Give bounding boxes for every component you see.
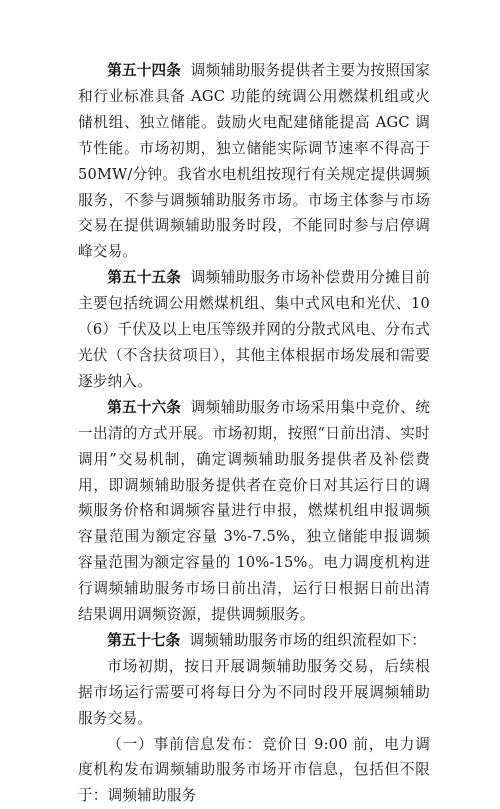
article-54-gap	[181, 62, 191, 79]
market-initial-text: 市场初期，按日开展调频辅助服务交易，后续根据市场运行需要可将每日分为不同时段开展调频辅助服务交易。	[78, 657, 430, 727]
article-56-heading: 第五十六条	[107, 398, 182, 416]
article-54-text: 调频辅助服务提供者主要为按照国家和行业标准具备 AGC 功能的统调公用燃煤机组或火储机组、独立储能。鼓励火电配建储能提高 AGC 调节性能。市场初期，独立储能实际调节速率不得高于 50MW/分钟。我省水电机组按现行有关规定提供调频服务，不参与调频辅助服务市场。市场主体参与市场交易在提供调频辅助服务时段，不能同时参与启停调峰交易。	[78, 62, 430, 261]
article-54-paragraph	[78, 58, 430, 265]
document-body	[78, 58, 430, 809]
article-56-gap	[181, 399, 191, 416]
article-55-paragraph	[78, 265, 430, 395]
article-54-heading: 第五十四条	[107, 62, 182, 79]
article-56-paragraph	[78, 395, 430, 628]
article-55-heading: 第五十五条	[107, 269, 182, 287]
article-57-heading: 第五十七条	[107, 631, 181, 649]
article-55-text: 调频辅助服务市场补偿费用分摊目前主要包括统调公用燃煤机组、集中式风电和光伏、10（6）千伏及以上电压等级并网的分散式风电、分布式光伏（不含扶贫项目），其他主体根据市场发展和需要逐步纳入。	[78, 269, 430, 390]
article-56-text: 调频辅助服务市场采用集中竞价、统一出清的方式开展。市场初期，按照“日前出清、实时调用”交易机制，确定调频辅助服务提供者及补偿费用，即调频辅助服务提供者在竞价日对其运行日的调频服务价格和调频容量进行申报，燃煤机组申报调频容量范围为额定容量 3%-7.5%，独立储能申报调频容量范围为额定容量的 10%-15%。电力调度机构进行调频辅助服务市场日前出清，运行日根据日前出清结果调用调频资源，提供调频服务。	[78, 398, 430, 624]
article-57-text: 调频辅助服务市场的组织流程如下：	[189, 631, 427, 649]
market-initial-paragraph	[78, 654, 430, 732]
article-57-paragraph	[78, 628, 430, 654]
pre-info-paragraph	[78, 732, 430, 809]
pre-info-text: （一）事前信息发布：竞价日 9:00 前，电力调度机构发布调频辅助服务市场开市信息，包括但不限于：调频辅助服务	[78, 735, 430, 805]
article-55-gap	[181, 269, 191, 286]
